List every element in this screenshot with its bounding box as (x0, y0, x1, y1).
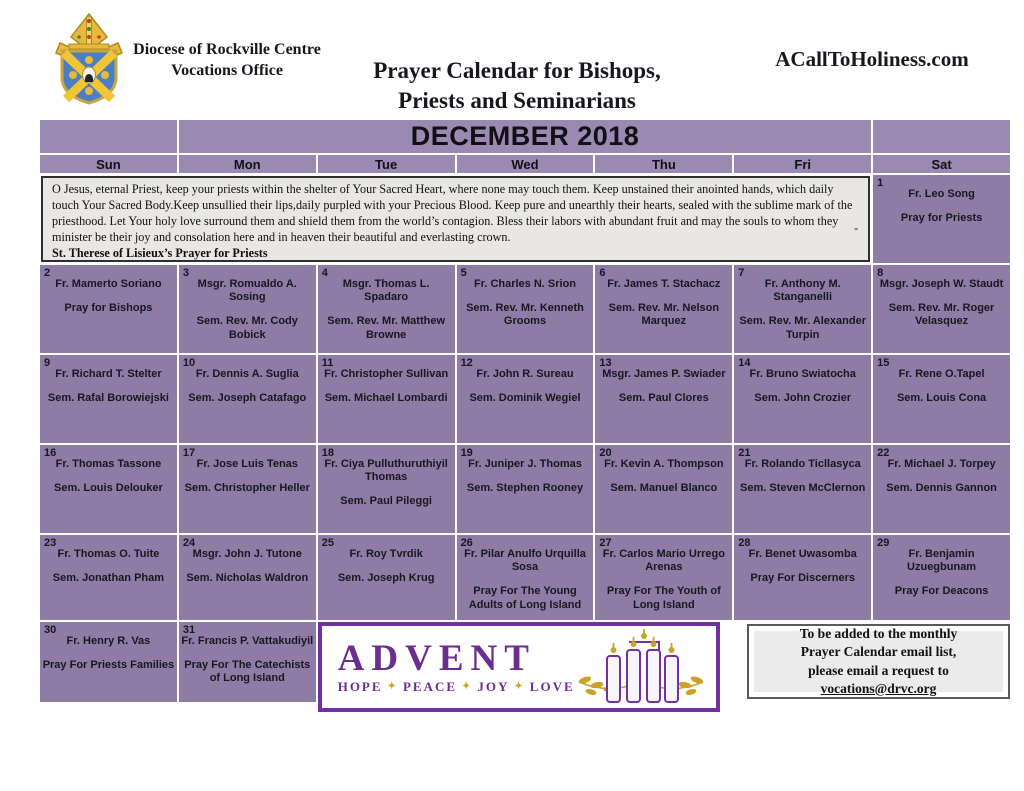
day-line-2: Sem. Dennis Gannon (886, 482, 997, 495)
day-cell-14 (734, 355, 871, 443)
day-cell-6 (595, 265, 732, 353)
day-number: 21 (738, 447, 751, 459)
prayer-dash: - (854, 220, 859, 235)
title-row-spacer-right (873, 120, 1010, 153)
day-line-2: Sem. John Crozier (754, 392, 851, 405)
day-line-2: Sem. Dominik Wegiel (469, 392, 581, 405)
day-line-2: Pray for Bishops (64, 302, 153, 315)
day-line-2: Sem. Rev. Mr. Kenneth Grooms (466, 302, 584, 328)
day-line-1: Fr. Thomas O. Tuite (57, 548, 160, 560)
day-number: 17 (182, 447, 196, 459)
day-number: 6 (599, 267, 606, 279)
day-number: 10 (182, 357, 196, 369)
week-row-5 (40, 535, 1010, 620)
advent-banner (318, 622, 720, 712)
day-cell-31 (179, 622, 316, 702)
advent-candles-icon (577, 628, 705, 706)
day-line-1: Fr. Rolando Ticllasyca (744, 458, 861, 470)
day-cell-27 (595, 535, 732, 620)
day-line-1: Msgr. Joseph W. Staudt (879, 278, 1004, 290)
day-cell-9 (40, 355, 177, 443)
day-line-1: Fr. Mamerto Soriano (55, 278, 162, 290)
day-number: 19 (460, 447, 473, 459)
weekday-fri: Fri (734, 155, 871, 173)
day-line-2: Pray For Deacons (894, 585, 989, 598)
day-line-2: Sem. Rev. Mr. Nelson Marquez (608, 302, 720, 328)
day-line-1: Msgr. James P. Swiader (602, 368, 726, 380)
email-signup-box (747, 624, 1010, 699)
day-line-1: Fr. Roy Tvrdik (349, 548, 423, 560)
day-number: 13 (599, 357, 612, 369)
day-number: 28 (738, 537, 751, 549)
day-number: 5 (460, 267, 467, 279)
weekday-thu: Thu (595, 155, 732, 173)
prayer-box-area (40, 175, 871, 263)
prayer-box (41, 176, 870, 262)
calendar (40, 120, 1010, 702)
website-name: ACallToHoliness.com (775, 47, 969, 71)
day-line-1: Fr. Jose Luis Tenas (196, 458, 298, 470)
day-line-1: Fr. Richard T. Stelter (55, 368, 162, 380)
month-title: DECEMBER 2018 (179, 120, 871, 153)
day-line-2: Sem. Christopher Heller (184, 482, 310, 495)
day-line-2: Sem. Rev. Mr. Alexander Turpin (739, 315, 866, 341)
weekday-sat: Sat (873, 155, 1010, 173)
day-number: 1 (877, 177, 884, 189)
day-cell-16 (40, 445, 177, 533)
day-cell-29 (873, 535, 1010, 620)
day-number: 22 (877, 447, 890, 459)
day-cell-1 (873, 175, 1010, 263)
day-line-2: Pray for Priests (900, 212, 983, 225)
day-cell-4 (318, 265, 455, 353)
day-number: 31 (182, 624, 196, 636)
prayer-line: sublime mark of the priesthood. Let Your holy love surround them and shield them from the world’s contagion. Bless their labors with abundant fruit and (52, 198, 853, 229)
day-line-2: Sem. Paul Clores (618, 392, 709, 405)
day-line-1: Fr. Benet Uwasomba (748, 548, 857, 560)
day-number: 7 (738, 267, 745, 279)
day-line-2: Sem. Rev. Mr. Roger Velasquez (888, 302, 995, 328)
title-row-spacer-left (40, 120, 177, 153)
day-cell-13 (595, 355, 732, 443)
day-number: 11 (321, 357, 334, 369)
weekday-header-row (40, 155, 1010, 173)
day-cell-7 (734, 265, 871, 353)
vocations-email-link[interactable]: vocations@drvc.org (820, 680, 937, 696)
day-line-1: Msgr. John J. Tutone (192, 548, 302, 560)
page-header (0, 0, 1024, 118)
day-cell-30 (40, 622, 177, 702)
day-cell-25 (318, 535, 455, 620)
week-row-4 (40, 445, 1010, 533)
day-line-2: Pray For Priests Families (42, 659, 175, 672)
day-line-1: Fr. Benjamin Uzuegbunam (907, 548, 977, 574)
email-box-line2: Prayer Calendar email list, (800, 644, 957, 660)
day-line-2: Pray For The Young Adults of Long Island (468, 585, 582, 611)
day-line-1: Fr. Christopher Sullivan (324, 368, 449, 380)
day-cell-17 (179, 445, 316, 533)
day-cell-20 (595, 445, 732, 533)
day-line-2: Sem. Michael Lombardi (324, 392, 448, 405)
day-line-2: Sem. Manuel Blanco (610, 482, 718, 495)
day-line-2: Sem. Paul Pileggi (340, 495, 432, 508)
weekday-wed: Wed (457, 155, 594, 173)
day-cell-15 (873, 355, 1010, 443)
advent-word-hope: HOPE (337, 678, 383, 694)
day-line-1: Fr. Kevin A. Thompson (604, 458, 724, 470)
prayer-line: may the souls to whom they minister be their joy and consolation here and in heaven their beautiful and everlasting crown. (52, 214, 839, 245)
day-cell-19 (457, 445, 594, 533)
advent-title: ADVENT (337, 637, 536, 679)
weekday-sun: Sun (40, 155, 177, 173)
day-cell-12 (457, 355, 594, 443)
day-line-1: Fr. John R. Sureau (476, 368, 574, 380)
day-number: 18 (321, 447, 334, 459)
day-cell-22 (873, 445, 1010, 533)
page-title-line2: Priests and Seminarians (398, 87, 636, 113)
day-line-1: Fr. Michael J. Torpey (887, 458, 996, 470)
day-number: 14 (738, 357, 751, 369)
advent-word-joy: JOY (477, 678, 510, 694)
day-cell-3 (179, 265, 316, 353)
prayer-line: daily touch Your Sacred Body.Keep unsullied their lips,daily purpled with your Precious Blood. Keep pure and unearthly their hearts, sealed with the (52, 182, 834, 213)
day-number: 23 (44, 537, 57, 549)
day-number: 30 (44, 624, 57, 636)
day-line-1: Fr. Juniper J. Thomas (468, 458, 582, 470)
day-number: 25 (321, 537, 334, 549)
prayer-line: O Jesus, eternal Priest, keep your priests within the shelter of Your Sacred Heart, where none may touch them. Keep unstained their anointed hands, which (52, 182, 807, 196)
day-number: 15 (877, 357, 890, 369)
org-line2: Vocations Office (171, 61, 283, 79)
day-number: 2 (44, 267, 51, 279)
day-line-2: Sem. Stephen Rooney (466, 482, 584, 495)
day-line-1: Fr. Pilar Anulfo Urquilla Sosa (464, 548, 586, 574)
day-line-2: Pray For The Catechists of Long Island (184, 659, 311, 685)
week-row-2 (40, 265, 1010, 353)
day-cell-28 (734, 535, 871, 620)
day-cell-8 (873, 265, 1010, 353)
week-row-3 (40, 355, 1010, 443)
day-line-1: Fr. Francis P. Vattakudiyil (181, 635, 314, 647)
day-number: 9 (44, 357, 51, 369)
advent-word-peace: PEACE (402, 678, 457, 694)
day-number: 29 (877, 537, 890, 549)
day-line-2: Pray For Discerners (750, 572, 855, 585)
day-line-1: Fr. Rene O.Tapel (898, 368, 985, 380)
day-line-2: Pray For The Youth of Long Island (606, 585, 721, 611)
bottom-banner-area (318, 622, 1010, 702)
day-line-1: Fr. Carlos Mario Urrego Arenas (602, 548, 725, 574)
day-number: 27 (599, 537, 612, 549)
advent-subtitle (338, 679, 575, 695)
day-line-1: Fr. Ciya Pulluthuruthiyil Thomas (324, 458, 448, 484)
day-number: 3 (182, 267, 189, 279)
email-box-line1: To be added to the monthly (799, 626, 958, 642)
day-line-1: Fr. Bruno Swiatocha (749, 368, 856, 380)
day-number: 12 (460, 357, 473, 369)
day-number: 8 (877, 267, 884, 279)
day-cell-10 (179, 355, 316, 443)
day-line-2: Sem. Louis Cona (896, 392, 987, 405)
day-number: 4 (321, 267, 328, 279)
day-number: 24 (182, 537, 196, 549)
day-cell-11 (318, 355, 455, 443)
day-cell-26 (457, 535, 594, 620)
day-line-1: Fr. Charles N. Srion (473, 278, 577, 290)
day-line-1: Fr. Thomas Tassone (55, 458, 162, 470)
day-line-1: Msgr. Thomas L. Spadaro (342, 278, 430, 304)
day-line-2: Sem. Nicholas Waldron (186, 572, 309, 585)
day-cell-18 (318, 445, 455, 533)
diamond-separator-icon: ✦ (462, 681, 473, 692)
day-line-2: Sem. Louis Delouker (54, 482, 163, 495)
day-line-2: Sem. Rafal Borowiejski (47, 392, 169, 405)
day-number: 16 (44, 447, 57, 459)
day-line-2: Sem. Joseph Krug (337, 572, 435, 585)
day-line-1: Fr. James T. Stachacz (607, 278, 721, 290)
advent-word-love: LOVE (529, 678, 575, 694)
day-cell-21 (734, 445, 871, 533)
diamond-separator-icon: ✦ (387, 681, 398, 692)
day-line-2: Sem. Joseph Catafago (188, 392, 307, 405)
day-cell-2 (40, 265, 177, 353)
week-row-1 (40, 175, 1010, 263)
day-line-1: Fr. Dennis A. Suglia (195, 368, 299, 380)
day-line-2: Sem. Rev. Mr. Matthew Browne (327, 315, 446, 341)
day-cell-24 (179, 535, 316, 620)
day-line-2: Sem. Steven McClernon (740, 482, 866, 495)
day-line-2: Sem. Rev. Mr. Cody Bobick (196, 315, 298, 341)
day-line-1: Fr. Anthony M. Stanganelli (764, 278, 841, 304)
day-line-1: Fr. Henry R. Vas (66, 635, 151, 647)
day-line-2: Sem. Jonathan Pham (52, 572, 165, 585)
diamond-separator-icon: ✦ (514, 681, 525, 692)
weekday-mon: Mon (179, 155, 316, 173)
day-cell-23 (40, 535, 177, 620)
prayer-attribution: St. Therese of Lisieux’s Prayer for Priests (52, 246, 268, 261)
email-box-line3: please email a request to (808, 662, 949, 678)
day-number: 26 (460, 537, 473, 549)
month-title-row (40, 120, 1010, 153)
week-row-6 (40, 622, 1010, 702)
day-line-1: Msgr. Romualdo A. Sosing (197, 278, 297, 304)
page-title (297, 56, 737, 116)
day-cell-5 (457, 265, 594, 353)
org-line1: Diocese of Rockville Centre (133, 41, 321, 58)
page-title-line1: Prayer Calendar for Bishops, (373, 58, 661, 83)
weekday-tue: Tue (318, 155, 455, 173)
day-number: 20 (599, 447, 612, 459)
day-line-1: Fr. Leo Song (908, 188, 975, 200)
